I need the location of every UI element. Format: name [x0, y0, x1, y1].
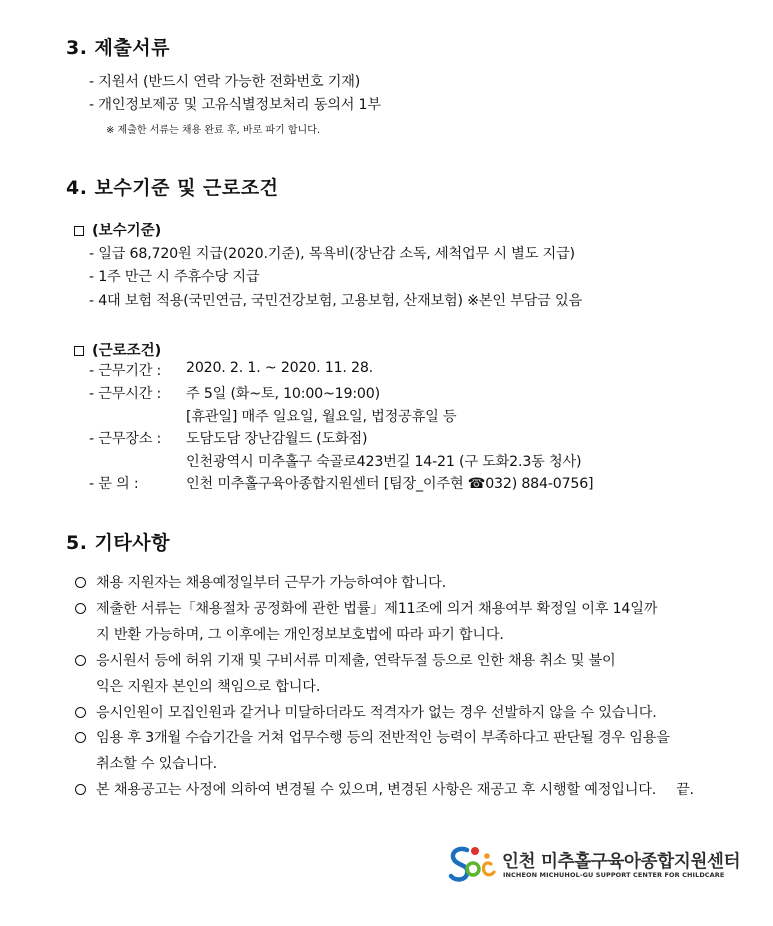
work-heading: (근로조건)	[74, 339, 161, 360]
disposal-note: ※ 제출한 서류는 채용 완료 후, 바로 파기 합니다.	[106, 125, 321, 136]
section-3-title: 3. 제출서류	[66, 37, 170, 59]
notice-item: 본 채용공고는 사정에 의하여 변경될 수 있으며, 변경된 사항은 재공고 후 시행할 예정입니다.	[96, 782, 657, 798]
square-bullet-icon	[74, 226, 84, 236]
work-place-label: - 근무장소 :	[89, 431, 162, 447]
center-logo	[447, 842, 497, 884]
document-item: - 지원서 (반드시 연락 가능한 전화번호 기재)	[89, 74, 361, 90]
center-logo-mark-icon	[447, 842, 497, 884]
center-name-korean: 인천 미추홀구육아종합지원센터	[502, 852, 741, 872]
section-4-title: 4. 보수기준 및 근로조건	[66, 177, 279, 199]
closed-days: [휴관일] 매주 일요일, 월요일, 법정공휴일 등	[186, 409, 457, 425]
notice-item: 채용 지원자는 채용예정일부터 근무가 가능하여야 합니다.	[96, 575, 446, 591]
center-name-english: INCHEON MICHUHOL-GU SUPPORT CENTER FOR CHILDCARE	[503, 871, 725, 879]
contact-value: 인천 미추홀구육아종합지원센터 [팀장_이주현 ☎032) 884-0756]	[186, 476, 594, 492]
pay-item: - 1주 만근 시 주휴수당 지급	[89, 269, 260, 285]
circle-bullet-icon	[75, 577, 86, 588]
work-period-label: - 근무기간 :	[89, 363, 162, 379]
work-period-value: 2020. 2. 1. ~ 2020. 11. 28.	[186, 360, 373, 376]
circle-bullet-icon	[75, 784, 86, 795]
section-5-title: 5. 기타사항	[66, 532, 170, 554]
circle-bullet-icon	[75, 655, 86, 666]
pay-item: - 4대 보험 적용(국민연금, 국민건강보험, 고용보험, 산재보험) ※본인 부담금 있음	[89, 293, 582, 309]
contact-label: - 문 의 :	[89, 476, 139, 492]
circle-bullet-icon	[75, 603, 86, 614]
notice-item: 응시원서 등에 허위 기재 및 구비서류 미제출, 연락두절 등으로 인한 채용 취소 및 불이	[96, 653, 616, 669]
notice-item-continued: 지 반환 가능하며, 그 이후에는 개인정보보호법에 따라 파기 합니다.	[96, 627, 504, 643]
work-hours-label: - 근무시간 :	[89, 386, 162, 402]
work-place-address: 인천광역시 미추홀구 숙골로423번길 14-21 (구 도화2.3동 청사)	[186, 454, 582, 470]
work-hours-value: 주 5일 (화~토, 10:00~19:00)	[186, 386, 380, 402]
work-place-value: 도담도담 장난감월드 (도화점)	[186, 431, 368, 447]
notice-item-continued: 취소할 수 있습니다.	[96, 756, 217, 772]
pay-item: - 일급 68,720원 지급(2020.기준), 목욕비(장난감 소독, 세척업무 시 별도 지급)	[89, 246, 575, 262]
document-item: - 개인정보제공 및 고유식별정보처리 동의서 1부	[89, 97, 381, 113]
notice-item: 임용 후 3개월 수습기간을 거쳐 업무수행 등의 전반적인 능력이 부족하다고 판단될 경우 임용을	[96, 730, 670, 746]
square-bullet-icon	[74, 346, 84, 356]
end-mark: 끝.	[676, 782, 694, 798]
notice-item: 응시인원이 모집인원과 같거나 미달하더라도 적격자가 없는 경우 선발하지 않을 수 있습니다.	[96, 705, 657, 721]
circle-bullet-icon	[75, 707, 86, 718]
notice-item-continued: 익은 지원자 본인의 책임으로 합니다.	[96, 679, 321, 695]
circle-bullet-icon	[75, 732, 86, 743]
notice-item: 제출한 서류는「채용절차 공정화에 관한 법률」제11조에 의거 채용여부 확정일 이후 14일까	[96, 601, 658, 617]
pay-heading: (보수기준)	[74, 219, 161, 240]
